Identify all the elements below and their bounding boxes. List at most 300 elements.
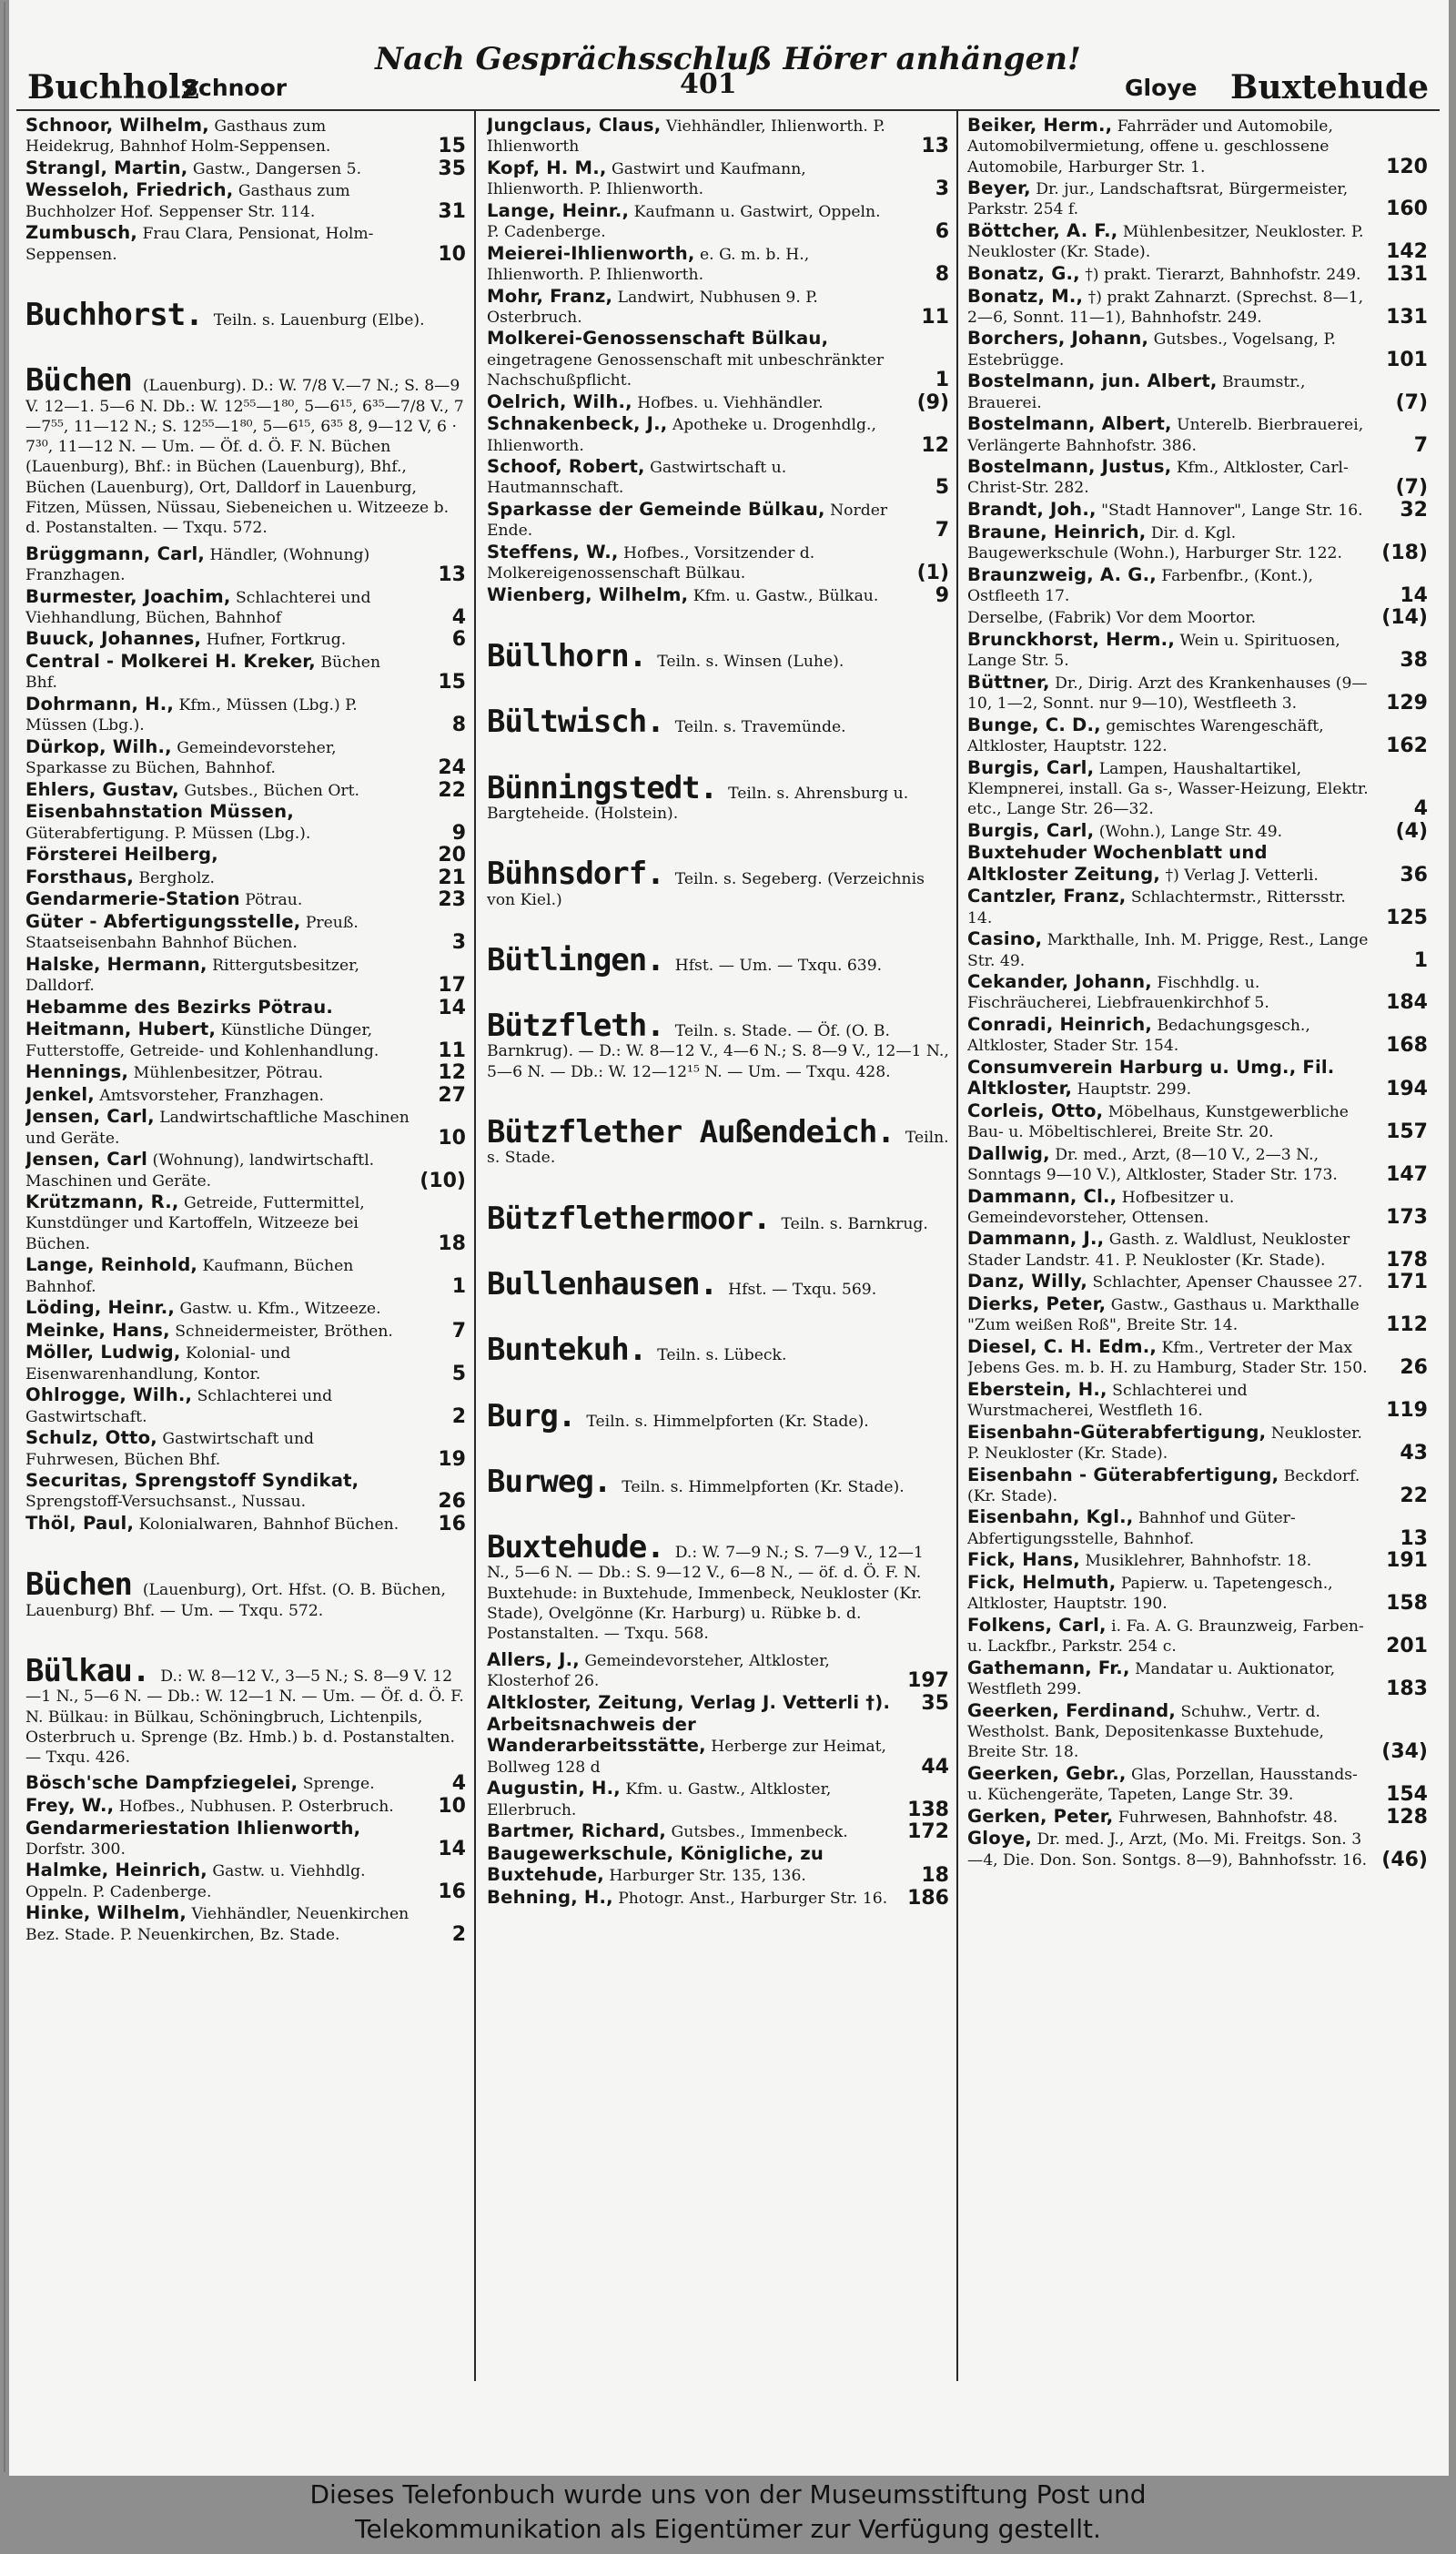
directory-entry [25, 1428, 466, 1470]
entry-details: Gasth. z. Waldlust, Neukloster Stader Landstr. 41. P. Neukloster (Kr. Stade). [967, 1231, 1350, 1270]
entry-name: Baugewerkschule, Königliche, zu Buxtehude, [487, 1842, 824, 1886]
directory-entry [25, 1019, 466, 1061]
directory-entry [25, 802, 466, 844]
entry-details: Landwirtschaftliche Maschinen und Geräte. [25, 1109, 410, 1148]
town-heading [487, 1114, 949, 1169]
phone-number: 168 [1386, 1034, 1428, 1058]
entry-name: Gendarmerie-Station [25, 888, 240, 910]
entry-name: Arbeitsnachweis der Wanderarbeitsstätte, [487, 1714, 706, 1757]
directory-entry [967, 116, 1428, 177]
entry-name: Lange, Heinr., [487, 199, 630, 221]
directory-entry [25, 889, 466, 910]
entry-details: Schneidermeister, Bröthen. [175, 1322, 393, 1341]
entry-details: Sprengstoff-Versuchsanst., Nussau. [25, 1493, 307, 1512]
directory-entry [967, 1015, 1428, 1057]
phone-number: 6 [935, 220, 949, 244]
phone-number: 10 [438, 1794, 466, 1818]
entry-details: Bedachungsgesch., Altkloster, Stader Str. 154. [967, 1017, 1310, 1056]
entry-details: Unterelb. Bierbrauerei, Verlängerte Bahnhofstr. 386. [967, 416, 1364, 455]
town-name: Büllhorn. [487, 638, 647, 675]
entry-name: Augustin, H., [487, 1778, 621, 1799]
entry-details: Mühlenbesitzer, Neukloster. P. Neukloster (Kr. Stade). [967, 223, 1364, 262]
entry-name: Bostelmann, Albert, [967, 413, 1172, 435]
phone-number: (34) [1381, 1740, 1428, 1764]
town-heading [25, 1566, 466, 1621]
directory-entry [25, 1471, 466, 1513]
entry-details: Mühlenbesitzer, Pötrau. [133, 1064, 324, 1083]
entry-details: Schlachterei und Wurstmacherei, Westfleth 16. [967, 1381, 1248, 1421]
directory-entry [487, 1715, 949, 1778]
phone-number: (18) [1381, 541, 1428, 564]
entry-name: Brandt, Joh., [967, 499, 1097, 521]
directory-entry [25, 587, 466, 629]
entry-name: Dohrmann, H., [25, 693, 175, 715]
entry-name: Bunge, C. D., [967, 714, 1101, 735]
phone-number: 35 [921, 1691, 949, 1715]
town-info: (Lauenburg). D.: W. 7/8 V.—7 N.; S. 8—9 V. 12—1. 5—6 N. Db.: W. 12⁵⁵—1⁸⁰, 5—6¹⁵, 6³⁵—7/8 V., 7—7⁵⁵, 11—12 N.; S. 12⁵⁵—1⁸⁰, 5—6¹⁵, 6³⁵ 8, 9—12 V, 6 · 7³⁰, 11—12 N. — Um. — Öf. d. Ö. F. N. Büchen (Lauenburg), Bhf.: in Büchen (Lauenburg), Bhf., Büchen (Lauenburg), Ort, Dalldorf in Lauenburg, Fitzen, Müssen, Nüssau, Siebeneichen u. Witzeeze b. d. Postanstalten. — Txqu. 572. [25, 377, 464, 538]
phone-number: (9) [916, 390, 949, 414]
directory-entry [967, 1550, 1428, 1571]
entry-details: Gasthaus zum Buchholzer Hof. Seppenser Str. 114. [25, 182, 350, 221]
entry-details: Norder Ende. [487, 502, 888, 541]
phone-number: 157 [1386, 1120, 1428, 1144]
phone-number: 184 [1386, 991, 1428, 1015]
directory-entry [967, 178, 1428, 220]
phone-number: 35 [438, 157, 466, 180]
entry-name: Frey, W., [25, 1794, 115, 1816]
directory-entry [487, 585, 949, 606]
entry-details: Künstliche Dünger, Futterstoffe, Getreide- und Kohlenhandlung. [25, 1021, 379, 1060]
entry-details: Derselbe, (Fabrik) Vor dem Moortor. [967, 609, 1257, 628]
entry-name: Danz, Willy, [967, 1271, 1087, 1292]
directory-entry [967, 1658, 1428, 1700]
entry-name: Dammann, J., [967, 1228, 1105, 1250]
town-name: Bülkau. [25, 1652, 150, 1689]
town-info: Hfst. — Txqu. 569. [728, 1280, 877, 1299]
phone-number: 1 [935, 369, 949, 392]
entry-name: Bonatz, G., [967, 262, 1080, 284]
phone-number: 32 [1400, 499, 1428, 522]
phone-number: 14 [1400, 583, 1428, 607]
entry-name: Hebamme des Bezirks Pötrau. [25, 996, 334, 1018]
directory-entry [25, 1062, 466, 1083]
entry-details: †) prakt. Tierarzt, Bahnhofstr. 249. [1085, 265, 1361, 284]
entry-name: Lange, Reinhold, [25, 1254, 198, 1276]
phone-number: 23 [438, 888, 466, 912]
phone-number: 22 [438, 778, 466, 802]
entry-details: Schlachter, Apenser Chaussee 27. [1092, 1273, 1363, 1292]
directory-entry [25, 1255, 466, 1297]
entry-details: Hufner, Fortkrug. [206, 631, 347, 650]
town-name: Bütlingen. [487, 941, 664, 978]
entry-name: Beyer, [967, 177, 1031, 199]
town-info: Teiln. s. Himmelpforten (Kr. Stade). [586, 1412, 869, 1431]
entry-details: Schuhw., Vertr. d. Westholst. Bank, Depositenkasse Buxtehude, Breite Str. 18. [967, 1702, 1324, 1762]
header-left-town: Buchholz [27, 68, 199, 106]
entry-details: e. G. m. b. H., Ihlienworth. P. Ihlienworth. [487, 245, 810, 284]
directory-entry [487, 1821, 949, 1842]
phone-number: 5 [451, 1362, 466, 1385]
phone-number: 183 [1386, 1677, 1428, 1700]
entry-details: †) Verlag J. Vetterli. [1165, 866, 1319, 885]
entry-details: Gastwirtschaft u. Hautmannschaft. [487, 459, 787, 498]
entry-name: Altkloster, Zeitung, Verlag J. Vetterli †). [487, 1691, 891, 1713]
phone-number: 171 [1386, 1271, 1428, 1294]
entry-name: Zumbusch, [25, 222, 138, 244]
entry-name: Central - Molkerei H. Kreker, [25, 651, 316, 673]
entry-name: Braune, Heinrich, [967, 521, 1147, 542]
entry-name: Sparkasse der Gemeinde Bülkau, [487, 499, 825, 521]
entry-details: Schlachtermstr., Rittersstr. 14. [967, 888, 1346, 927]
directory-entry [25, 1860, 466, 1902]
entry-details: Gastwirt und Kaufmann, Ihlienworth. P. Ihlienworth. [487, 159, 806, 199]
phone-number: 15 [438, 135, 466, 158]
entry-name: Borchers, Johann, [967, 328, 1149, 350]
phone-number: 147 [1386, 1162, 1428, 1186]
entry-name: Ehlers, Gustav, [25, 778, 179, 800]
entry-details: Getreide, Futtermittel, Kunstdünger und Kartoffeln, Witzeeze bei Büchen. [25, 1194, 365, 1253]
entry-name: Försterei Heilberg, [25, 844, 218, 866]
town-name: Bützflether Außendeich. [487, 1114, 895, 1151]
directory-entry [25, 1321, 466, 1342]
phone-number: 2 [451, 1404, 466, 1428]
entry-name: Schnakenbeck, J., [487, 413, 668, 435]
phone-number: 4 [1413, 797, 1428, 821]
phone-number: 6 [451, 628, 466, 652]
entry-details: Neukloster. P. Neukloster (Kr. Stade). [967, 1424, 1362, 1463]
column-3 [967, 116, 1428, 2380]
entry-details: Mandatar u. Auktionator, Westfleth 299. [967, 1659, 1336, 1698]
entry-name: Allers, J., [487, 1648, 580, 1670]
footer-line-1: Dieses Telefonbuch wurde uns von der Museumsstiftung Post und [309, 2479, 1147, 2509]
entry-name: Consumverein Harburg u. Umg., Fil. Altkloster, [967, 1056, 1335, 1100]
entry-details: Photogr. Anst., Harburger Str. 16. [618, 1889, 888, 1908]
phone-number: 131 [1386, 262, 1428, 286]
entry-name: Cantzler, Franz, [967, 886, 1127, 907]
town-name: Burg. [487, 1397, 576, 1434]
entry-name: Eisenbahn-Güterabfertigung, [967, 1421, 1267, 1443]
phone-number: (46) [1381, 1848, 1428, 1871]
directory-entry [967, 1101, 1428, 1143]
phone-number: 38 [1400, 649, 1428, 673]
entry-name: Cekander, Johann, [967, 971, 1152, 993]
phone-number: 36 [1400, 863, 1428, 887]
town-name: Bültwisch. [487, 704, 664, 741]
entry-name: Meierei-Ihlienworth, [487, 242, 695, 264]
town-heading [487, 1397, 949, 1434]
directory-entry [25, 180, 466, 222]
entry-name: Molkerei-Genossenschaft Bülkau, [487, 328, 829, 350]
entry-details: i. Fa. A. G. Braunzweig, Farben- u. Lackfbr., Parkstr. 254 c. [967, 1617, 1364, 1657]
entry-name: Jensen, Carl, [25, 1106, 155, 1128]
phone-number: 16 [438, 1880, 466, 1903]
directory-entry [967, 1507, 1428, 1549]
entry-details: Gemeindevorsteher, Altkloster, Klosterhof 26. [487, 1651, 830, 1690]
entry-details: "Stadt Hannover", Lange Str. 16. [1101, 502, 1363, 521]
entry-details: Händler, (Wohnung) Franzhagen. [25, 545, 370, 584]
phone-number: 31 [438, 199, 466, 223]
entry-details: eingetragene Genossenschaft mit unbeschränkter Nachschußpflicht. [487, 350, 885, 390]
town-info: Teiln. s. Lübeck. [657, 1346, 787, 1365]
phone-number: 186 [907, 1886, 949, 1910]
directory-entry [25, 694, 466, 736]
phone-number: 201 [1386, 1635, 1428, 1658]
directory-entry [487, 329, 949, 390]
directory-entry [25, 1085, 466, 1106]
directory-entry [967, 1807, 1428, 1828]
phone-number: 154 [1386, 1783, 1428, 1807]
phone-number: 24 [438, 756, 466, 780]
entry-name: Wienberg, Wilhelm, [487, 583, 689, 605]
column-2 [487, 116, 949, 2380]
entry-details: Güterabfertigung. P. Müssen (Lbg.). [25, 824, 311, 843]
phone-number: 125 [1386, 906, 1428, 929]
directory-entry [967, 1616, 1428, 1657]
entry-name: Conradi, Heinrich, [967, 1014, 1153, 1035]
entry-details: Kfm. u. Gastw., Altkloster, Ellerbruch. [487, 1780, 832, 1819]
entry-details: (Wohnung), landwirtschaftl. Maschinen und Geräte. [25, 1151, 375, 1191]
directory-entry [967, 1337, 1428, 1379]
directory-entry [967, 1380, 1428, 1422]
entry-name: Löding, Heinr., [25, 1297, 176, 1319]
directory-entry [25, 780, 466, 801]
directory-entry [25, 158, 466, 179]
town-name: Buchhorst. [25, 296, 203, 333]
entry-details: Kfm., Müssen (Lbg.) P. Müssen (Lbg.). [25, 695, 358, 735]
entry-details: Preuß. Staatseisenbahn Bahnhof Büchen. [25, 913, 359, 953]
phone-number: 18 [921, 1864, 949, 1888]
directory-entry [967, 843, 1428, 886]
town-info: Teiln. s. Himmelpforten (Kr. Stade). [622, 1477, 905, 1496]
entry-details: Kfm. u. Gastw., Bülkau. [693, 586, 879, 605]
entry-name: Hennings, [25, 1061, 129, 1083]
phone-number: 13 [438, 562, 466, 586]
entry-name: Böttcher, A. F., [967, 220, 1118, 242]
entry-name: Möller, Ludwig, [25, 1342, 181, 1363]
directory-entry [25, 1343, 466, 1384]
entry-details: Gastwirtschaft und Fuhrwesen, Büchen Bhf. [25, 1430, 315, 1469]
directory-entry [25, 544, 466, 586]
town-name: Bünningstedt. [487, 769, 718, 806]
directory-entry [25, 223, 466, 265]
entry-details: Hofbes., Vorsitzender d. Molkereigenossenschaft Bülkau. [487, 543, 815, 583]
entry-details: †) prakt Zahnarzt. (Sprechst. 8—1, 2—6, Sonnt. 11—1), Bahnhofstr. 249. [967, 288, 1364, 327]
entry-name: Wesseloh, Friedrich, [25, 179, 234, 201]
entry-details: Glas, Porzellan, Hausstands- u. Küchengeräte, Tapeten, Lange Str. 39. [967, 1765, 1358, 1805]
phone-number: 19 [438, 1447, 466, 1471]
entry-name: Gathemann, Fr., [967, 1657, 1130, 1678]
entry-details: Fahrräder und Automobile, Automobilvermietung, offene u. geschlossene Automobile, Harburger Str. 1. [967, 117, 1333, 177]
entry-details: Amtsvorsteher, Franzhagen. [99, 1086, 325, 1105]
directory-entry [25, 845, 466, 866]
entry-details: Kfm., Altkloster, Carl-Christ-Str. 282. [967, 459, 1349, 498]
phone-number: 14 [438, 1837, 466, 1860]
entry-details: Kolonialwaren, Bahnhof Büchen. [138, 1515, 399, 1535]
entry-details: Herberge zur Heimat, Bollweg 128 d [487, 1738, 886, 1777]
entry-details: Gastw., Dangersen 5. [192, 159, 362, 178]
entry-name: Burgis, Carl, [967, 819, 1095, 841]
directory-entry [967, 1144, 1428, 1186]
phone-number: 197 [907, 1668, 949, 1692]
entry-name: Fick, Hans, [967, 1549, 1080, 1571]
entry-name: Corleis, Otto, [967, 1100, 1104, 1121]
phone-number: 10 [438, 242, 466, 266]
entry-name: Eisenbahn, Kgl., [967, 1506, 1134, 1528]
directory-entry [967, 1764, 1428, 1806]
instruction-banner: Nach Gesprächsschluß Hörer anhängen! [375, 41, 1081, 77]
directory-entry [967, 1272, 1428, 1292]
phone-number: 22 [1400, 1484, 1428, 1507]
entry-details: Pötrau. [245, 891, 303, 910]
phone-number: 26 [438, 1490, 466, 1514]
phone-number: 5 [935, 476, 949, 500]
town-info: Teiln. s. Segeberg. (Verzeichnis von Kiel.) [487, 870, 925, 909]
town-name: Büchen [25, 362, 132, 400]
entry-details: Landwirt, Nubhusen 9. P. Osterbruch. [487, 288, 818, 327]
town-name: Buntekuh. [487, 1332, 647, 1369]
entry-name: Beiker, Herm., [967, 116, 1113, 136]
town-heading [25, 362, 466, 538]
directory-entry [967, 715, 1428, 757]
town-name: Buxtehude. [487, 1529, 664, 1566]
town-heading [487, 941, 949, 978]
directory-entry [967, 522, 1428, 564]
town-name: Büchen [25, 1566, 132, 1604]
entry-details: Gastw. u. Kfm., Witzeeze. [179, 1300, 381, 1319]
entry-details: Fischhdlg. u. Fischräucherei, Liebfrauenkirchhof 5. [967, 974, 1269, 1013]
directory-entry [967, 1573, 1428, 1615]
directory-entry [967, 371, 1428, 413]
entry-name: Bostelmann, Justus, [967, 456, 1172, 478]
entry-name: Schoof, Robert, [487, 456, 645, 478]
directory-entry [487, 116, 949, 157]
phone-number: 4 [451, 605, 466, 629]
entry-details: Gasthaus zum Heidekrug, Bahnhof Holm-Seppensen. [25, 117, 331, 157]
phone-number: 7 [451, 1319, 466, 1343]
directory-entry [967, 887, 1428, 928]
phone-number: 112 [1386, 1313, 1428, 1337]
entry-name: Eberstein, H., [967, 1378, 1107, 1400]
town-heading [487, 1332, 949, 1369]
phone-number: 8 [451, 714, 466, 737]
entry-name: Ohlrogge, Wilh., [25, 1384, 193, 1406]
directory-entry [25, 1514, 466, 1535]
entry-details: Apotheke u. Drogenhdlg., Ihlienworth. [487, 416, 876, 455]
entry-name: Brüggmann, Carl, [25, 542, 206, 564]
entry-name: Geerken, Ferdinand, [967, 1699, 1177, 1721]
phone-number: 160 [1386, 198, 1428, 221]
header-right-town: Buxtehude [1230, 68, 1430, 106]
directory-entry [967, 500, 1428, 521]
directory-entry [967, 673, 1428, 715]
entry-name: Schnoor, Wilhelm, [25, 116, 209, 136]
phone-number: 44 [921, 1755, 949, 1779]
phone-number: 13 [1400, 1526, 1428, 1550]
town-heading [487, 856, 949, 910]
entry-name: Buuck, Johannes, [25, 628, 202, 650]
phone-number: 27 [438, 1083, 466, 1107]
column-1 [25, 116, 466, 2380]
directory-entry [967, 1229, 1428, 1271]
entry-name: Thöl, Paul, [25, 1513, 135, 1535]
entry-name: Gerken, Peter, [967, 1805, 1114, 1827]
entry-details: Harburger Str. 135, 136. [609, 1867, 806, 1886]
entry-name: Brunckhorst, Herm., [967, 628, 1175, 650]
entry-details: Fuhrwesen, Bahnhofstr. 48. [1117, 1808, 1339, 1827]
phone-number: 1 [1413, 948, 1428, 972]
phone-number: 11 [921, 305, 949, 329]
header-right-name: Gloye [1125, 75, 1198, 101]
entry-name: Schulz, Otto, [25, 1427, 157, 1449]
entry-name: Eisenbahnstation Müssen, [25, 801, 294, 823]
phone-number: (10) [420, 1169, 466, 1192]
entry-details: Viehhändler, Ihlienworth. P. Ihlienworth [487, 117, 885, 157]
directory-entry [25, 912, 466, 954]
directory-entry [25, 1385, 466, 1427]
directory-entry [967, 821, 1428, 842]
entry-name: Bostelmann, jun. Albert, [967, 370, 1218, 392]
entry-name: Folkens, Carl, [967, 1614, 1107, 1636]
directory-entry [25, 1773, 466, 1794]
column-divider [956, 111, 958, 2381]
entry-name: Diesel, C. H. Edm., [967, 1335, 1158, 1357]
entry-name: Behning, H., [487, 1886, 613, 1908]
entry-details: Bahnhof und Güter-Abfertigungsstelle, Bahnhof. [967, 1509, 1296, 1548]
phone-number: 131 [1386, 305, 1428, 329]
entry-details: Gastw., Gasthaus u. Markthalle "Zum weißen Roß", Breite Str. 14. [967, 1295, 1360, 1335]
directory-entry [967, 607, 1428, 628]
phone-number: (7) [1395, 390, 1428, 414]
entry-details: Sprenge. [302, 1775, 375, 1794]
entry-name: Strangl, Martin, [25, 157, 188, 178]
entry-name: Krützmann, R., [25, 1191, 179, 1213]
town-info: Hfst. — Um. — Txqu. 639. [674, 956, 883, 975]
phone-number: 129 [1386, 692, 1428, 715]
entry-name: Dammann, Cl., [967, 1185, 1117, 1207]
entry-details: Dir. d. Kgl. Baugewerkschule (Wohn.), Harburger Str. 122. [967, 523, 1342, 562]
town-heading [487, 704, 949, 741]
phone-number: 119 [1386, 1399, 1428, 1423]
entry-name: Jungclaus, Claus, [487, 116, 662, 136]
town-heading [25, 296, 466, 333]
entry-name: Hinke, Wilhelm, [25, 1902, 187, 1924]
entry-name: Gloye, [967, 1828, 1032, 1850]
entry-name: Jenkel, [25, 1083, 95, 1105]
entry-details: Gemeindevorsteher, Sparkasse zu Büchen, Bahnhof. [25, 738, 337, 778]
phone-number: 17 [438, 974, 466, 998]
directory-entry [25, 955, 466, 997]
footer-credit [0, 2478, 1456, 2554]
entry-details: Hofbesitzer u. Gemeindevorsteher, Ottensen. [967, 1188, 1235, 1227]
entry-details: Kaufmann u. Gastwirt, Oppeln. P. Cadenberge. [487, 202, 881, 242]
directory-entry [487, 201, 949, 243]
entry-details: Dorfstr. 300. [25, 1839, 126, 1859]
entry-details: Dr. med., Arzt, (8—10 V., 2—3 N., Sonntags 9—10 V.), Altkloster, Stader Str. 173. [967, 1145, 1338, 1184]
town-name: Bützflethermoor. [487, 1200, 771, 1237]
entry-details: Hauptstr. 299. [1077, 1080, 1192, 1100]
entry-details: (Wohn.), Lange Str. 49. [1098, 822, 1283, 841]
directory-entry [967, 1058, 1428, 1100]
phone-number: 101 [1386, 348, 1428, 371]
directory-entry [487, 1693, 949, 1714]
entry-name: Oelrich, Wilh., [487, 390, 632, 412]
directory-entry [967, 414, 1428, 456]
entry-name: Braunzweig, A. G., [967, 563, 1157, 585]
entry-details: Schlachterei und Gastwirtschaft. [25, 1387, 333, 1426]
entry-name: Buxtehuder Wochenblatt und Altkloster Zeitung, [967, 842, 1268, 885]
phone-number: 12 [921, 433, 949, 457]
entry-details: Dr., Dirig. Arzt des Krankenhauses (9—10, 1—2, Sonnt. nur 9—10), Westfleeth 3. [967, 674, 1368, 714]
